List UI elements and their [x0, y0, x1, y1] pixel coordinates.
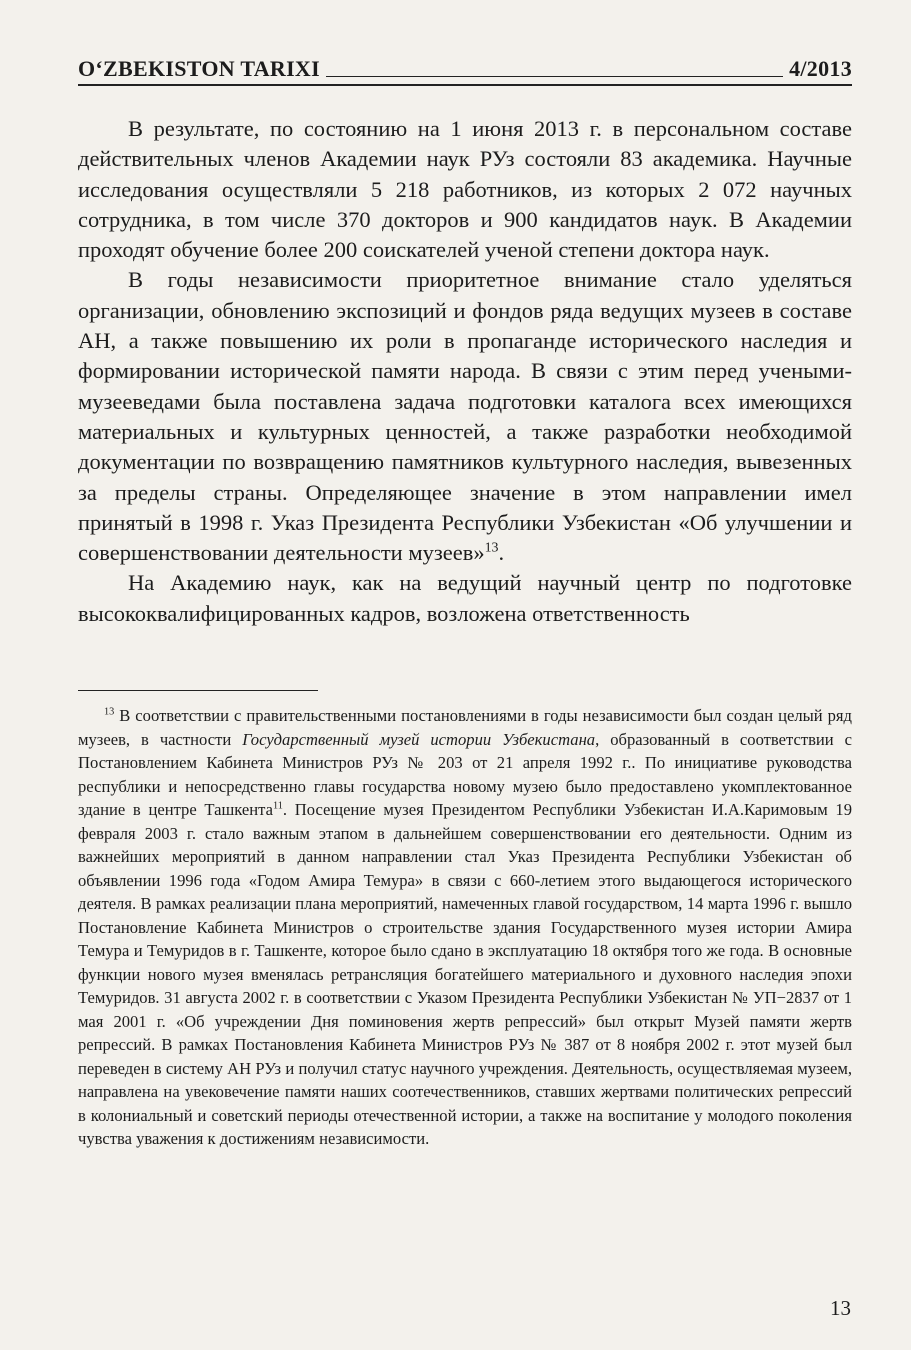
paragraph-2 — [78, 265, 852, 568]
paragraph-2-text: В годы независимости приоритетное внимание стало уделяться организации, обновлению экспозиций и фондов ряда ведущих музеев в составе АН, а также повышению их роли в пропаганде исторического наследия и формировании исторической памяти народа. В связи с этим перед учеными-музееведами была поставлена задача подготовки каталога всех имеющихся материальных и культурных ценностей, а также разработки необходимой документации по возвращению памятников культурного наследия, вывезенных за пределы страны. Определяющее значение в этом направлении имел принятый в 1998 г. Указ Президента Республики Узбекистан «Об улучшении и совершенствовании деятельности музеев» — [78, 267, 852, 566]
footnote-inner-ref: 11 — [273, 800, 283, 812]
footnote-text-3: . Посещение музея Президентом Республики Узбекистан И.А.Каримовым 19 февраля 2003 г. стало важным этапом в дальнейшем совершенствовании его деятельности. Одним из важнейших мероприятий в данном направлении стал Указ Президента Республики Узбекистан об объявлении 1996 года «Годом Амира Темура» в связи с 660-летием этого выдающегося исторического деятеля. В рамках реализации плана мероприятий, намеченных главой государством, 14 марта 1996 г. вышло Постановление Кабинета Министров о строительстве здания Государственного музея истории Амира Темура и Темуридов в г. Ташкенте, которое было сдано в эксплуатацию 18 октября того же года. В основные функции нового музея вменялась ретрансляция богатейшего материального и духовного наследия эпохи Темуридов. 31 августа 2002 г. в соответствии с Указом Президента Республики Узбекистан № УП−2837 от 1 мая 2001 г. «Об учреждении Дня поминовения жертв репрессий» был открыт Музей памяти жертв репрессий. В рамках Постановления Кабинета Министров РУз № 387 от 8 ноября 2002 г. этот музей был переведен в систему АН РУз и получил статус научного учреждения. Деятельность, осуществляемая музеем, направлена на увековечение памяти наших соотечественников, ставших жертвами политических репрессий в колониальный и советский периоды отечественной истории, а также на воспитание у молодого поколения чувства уважения к достижениям независимости. — [78, 800, 852, 1148]
journal-title: O‘ZBEKISTON TARIXI — [78, 56, 320, 81]
header-rule — [326, 76, 783, 77]
main-text — [78, 114, 852, 629]
footnote-13 — [78, 704, 852, 1151]
paragraph-3: На Академию наук, как на ведущий научный центр по подготовке высококвалифицированных кадров, возложена ответственность — [78, 570, 852, 626]
paragraph-2-end: . — [498, 540, 505, 566]
footnote-text-2: , образованный в соответствии с Постановлением Кабинета Министров РУз № 203 от 21 апреля 1992 г.. По инициативе руководства республики и непосредственно главы государства новому музею было предоставлено укомплектованное здание в центре Ташкента — [78, 729, 852, 819]
footnote-museum-name: Государственный музей истории Узбекистана — [242, 729, 596, 749]
page-number: 13 — [830, 1296, 851, 1320]
paragraph-1: В результате, по состоянию на 1 июня 2013 г. в персональном составе действительных членов Академии наук РУз состояли 83 академика. Научные исследования осуществляли 5 218 работников, из которых 2 072 научных сотрудника, в том числе 370 докторов и 900 кандидатов наук. В Академии проходят обучение более 200 соискателей ученой степени доктора наук. — [78, 116, 852, 263]
issue-number: 4/2013 — [789, 56, 852, 81]
footnote-ref-13: 13 — [484, 540, 499, 556]
running-header — [78, 56, 852, 82]
header-underline — [78, 84, 852, 86]
footnote-separator — [78, 690, 318, 691]
footnote-text-1: В соответствии с правительственными постановлениями в годы независимости был создан целый ряд музеев, в частности — [78, 706, 852, 749]
footnote-paragraph — [78, 704, 852, 1151]
footnote-number: 13 — [104, 706, 115, 718]
